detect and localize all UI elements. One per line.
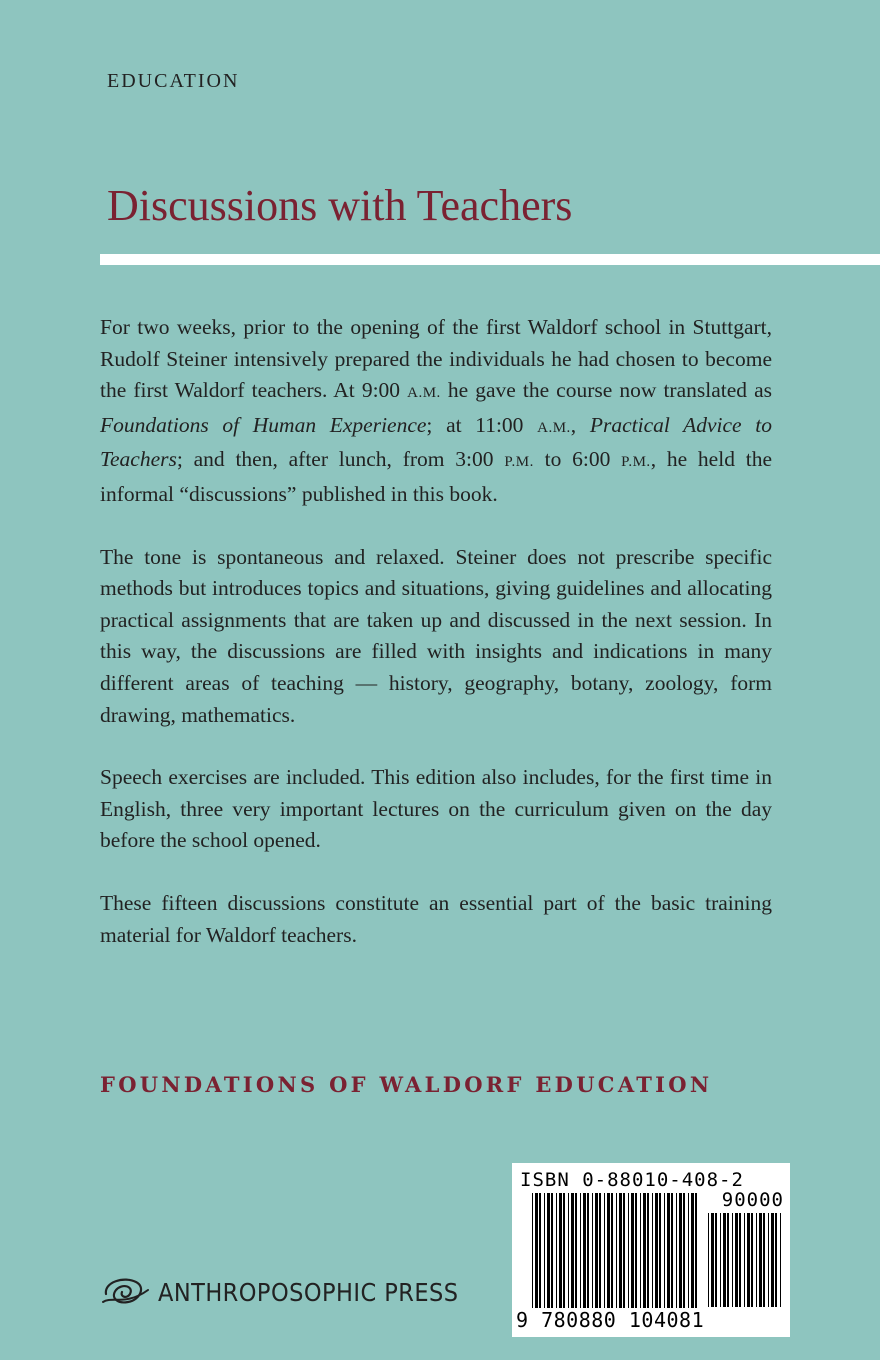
barcode-bar: [735, 1213, 738, 1307]
description-paragraph-3: Speech exercises are included. This edition also includes, for the first time in English, three very important lectures on the curriculum given on the day before the school opened.: [100, 765, 772, 853]
barcode-bar: [715, 1213, 717, 1307]
barcode-bar: [695, 1193, 697, 1325]
barcode-bar: [575, 1193, 577, 1325]
price-code: 90000: [721, 1189, 784, 1211]
barcode-bar: [759, 1213, 762, 1307]
barcode-bar: [720, 1213, 721, 1307]
barcode-bar: [739, 1213, 741, 1307]
barcode-bar: [744, 1213, 745, 1307]
barcode-bar: [643, 1193, 646, 1325]
barcode-bar: [676, 1193, 677, 1325]
publisher-logo-icon: [100, 1272, 152, 1312]
barcode-bar: [580, 1193, 581, 1325]
barcode-bar: [599, 1193, 601, 1325]
title-divider: [100, 254, 880, 265]
barcode-bar: [628, 1193, 629, 1325]
barcode-bar: [667, 1193, 670, 1325]
barcode-bar: [616, 1193, 617, 1325]
barcode-bar: [652, 1193, 653, 1325]
isbn-barcode: [512, 1163, 790, 1337]
book-reference: Practical Advice to Teachers: [100, 412, 772, 472]
barcode-bar: [604, 1193, 605, 1325]
barcode-bar: [771, 1213, 774, 1307]
barcode-bar: [683, 1193, 685, 1325]
barcode-bar: [727, 1213, 729, 1307]
barcode-bar: [587, 1193, 589, 1325]
barcode-bar: [655, 1193, 658, 1325]
barcode-bar: [679, 1193, 682, 1325]
barcode-bar: [732, 1213, 733, 1307]
barcode-bar: [547, 1193, 550, 1325]
publisher-name: ANTHROPOSOPHIC PRESS: [158, 1277, 459, 1307]
barcode-bar: [780, 1213, 781, 1307]
barcode-bar: [775, 1213, 777, 1307]
barcode-bar: [763, 1213, 765, 1307]
book-reference: Foundations of Human Experience: [100, 412, 427, 437]
barcode-bar: [723, 1213, 726, 1307]
category-label: EDUCATION: [107, 70, 240, 92]
barcode-bar: [544, 1193, 545, 1325]
barcode-bar: [640, 1193, 641, 1325]
barcode-bar: [623, 1193, 625, 1325]
barcode-bar: [595, 1193, 598, 1325]
barcode-bar: [768, 1213, 769, 1307]
barcode-bar: [671, 1193, 673, 1325]
barcode-bar: [551, 1193, 553, 1325]
isbn-number: ISBN 0-88010-408-2: [520, 1169, 744, 1191]
description-paragraph-1: For two weeks, prior to the opening of the first Waldorf school in Stuttgart, Rudolf Steiner intensively prepared the individuals he had chosen to become the first Waldorf teachers. At 9:00 A.M. he gave the course now translated as Foundations of Human Experience; at 11:00 A.M., Practical Advice to Teachers; and then, after lunch, from 3:00 P.M. to 6:00 P.M., he held the informal “discussions” published in this book.: [100, 315, 772, 506]
barcode-bar: [619, 1193, 622, 1325]
description-paragraph-2: The tone is spontaneous and relaxed. Steiner does not prescribe specific methods but introduces topics and situations, giving guidelines and allocating practical assignments that are taken up and discussed in the next session. In this way, the discussions are filled with insights and indications in many different areas of teaching — history, geography, botany, zoology, form drawing, mathematics.: [100, 544, 772, 727]
barcode-bar: [711, 1213, 714, 1307]
barcode-bar: [756, 1213, 757, 1307]
barcode-bar: [688, 1193, 689, 1325]
publisher-imprint: [100, 1272, 492, 1312]
barcode-bar: [635, 1193, 637, 1325]
barcode-bar: [659, 1193, 661, 1325]
series-name: FOUNDATIONS OF WALDORF EDUCATION: [100, 1072, 713, 1097]
barcode-bar: [563, 1193, 565, 1325]
barcode-bar: [647, 1193, 649, 1325]
barcode-bar: [583, 1193, 586, 1325]
barcode-bar: [532, 1193, 533, 1325]
barcode-bar: [747, 1213, 750, 1307]
ean-number: 9 780880 104081: [516, 1308, 705, 1332]
barcode-bar: [556, 1193, 557, 1325]
barcode-bar: [559, 1193, 562, 1325]
barcode-bar: [571, 1193, 574, 1325]
description-paragraph-4: These fifteen discussions constitute an essential part of the basic training material for Waldorf teachers.: [100, 890, 772, 947]
barcode-bar: [611, 1193, 613, 1325]
barcode-bar: [751, 1213, 753, 1307]
barcode-bar: [607, 1193, 610, 1325]
barcode-bar: [539, 1193, 541, 1325]
barcode-bar: [568, 1193, 569, 1325]
barcode-bar: [535, 1193, 538, 1325]
barcode-bar: [592, 1193, 593, 1325]
barcode-bar: [691, 1193, 694, 1325]
barcode-bar: [631, 1193, 634, 1325]
barcode-bar: [664, 1193, 665, 1325]
book-description: [100, 312, 772, 982]
book-title: Discussions with Teachers: [107, 181, 573, 230]
barcode-bar: [708, 1213, 709, 1307]
